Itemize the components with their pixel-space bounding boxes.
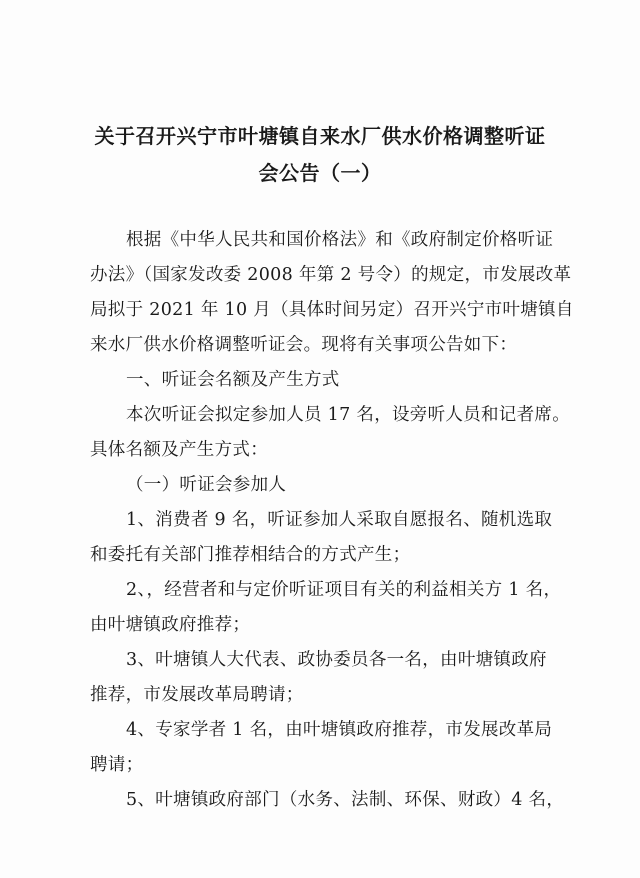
list-item: 1、消费者 9 名，听证参加人采取自愿报名、随机选取	[126, 510, 553, 530]
subsection-heading: （一）听证会参加人	[126, 475, 287, 495]
body-line: 具体名额及产生方式：	[90, 440, 268, 460]
body-line: 局拟于 2021 年 10 月（具体时间另定）召开兴宁市叶塘镇自	[90, 300, 574, 320]
section-heading: 一、听证会名额及产生方式	[126, 370, 340, 390]
list-item-continuation: 和委托有关部门推荐相结合的方式产生；	[90, 545, 411, 565]
list-item-continuation: 聘请；	[90, 755, 144, 775]
document-title-line-2: 会公告（一）	[258, 161, 382, 185]
body-line: 办法》（国家发改委 2008 年第 2 号令）的规定，市发展改革	[90, 265, 572, 285]
list-item: 3、叶塘镇人大代表、政协委员各一名，由叶塘镇政府	[126, 650, 547, 670]
body-line: 来水厂供水价格调整听证会。现将有关事项公告如下：	[90, 335, 518, 355]
list-item: 4、专家学者 1 名，由叶塘镇政府推荐，市发展改革局	[126, 720, 553, 740]
list-item-continuation: 由叶塘镇政府推荐；	[90, 615, 251, 635]
list-item: 5、叶塘镇政府部门（水务、法制、环保、财政）4 名，	[126, 790, 565, 810]
list-item-continuation: 推荐，市发展改革局聘请；	[90, 685, 304, 705]
body-line: 本次听证会拟定参加人员 17 名，设旁听人员和记者席。	[126, 405, 570, 425]
body-line: 根据《中华人民共和国价格法》和《政府制定价格听证	[126, 230, 554, 250]
document-title-line-1: 关于召开兴宁市叶塘镇自来水厂供水价格调整听证	[94, 124, 546, 148]
list-item: 2、，经营者和与定价听证项目有关的利益相关方 1 名，	[126, 580, 562, 600]
